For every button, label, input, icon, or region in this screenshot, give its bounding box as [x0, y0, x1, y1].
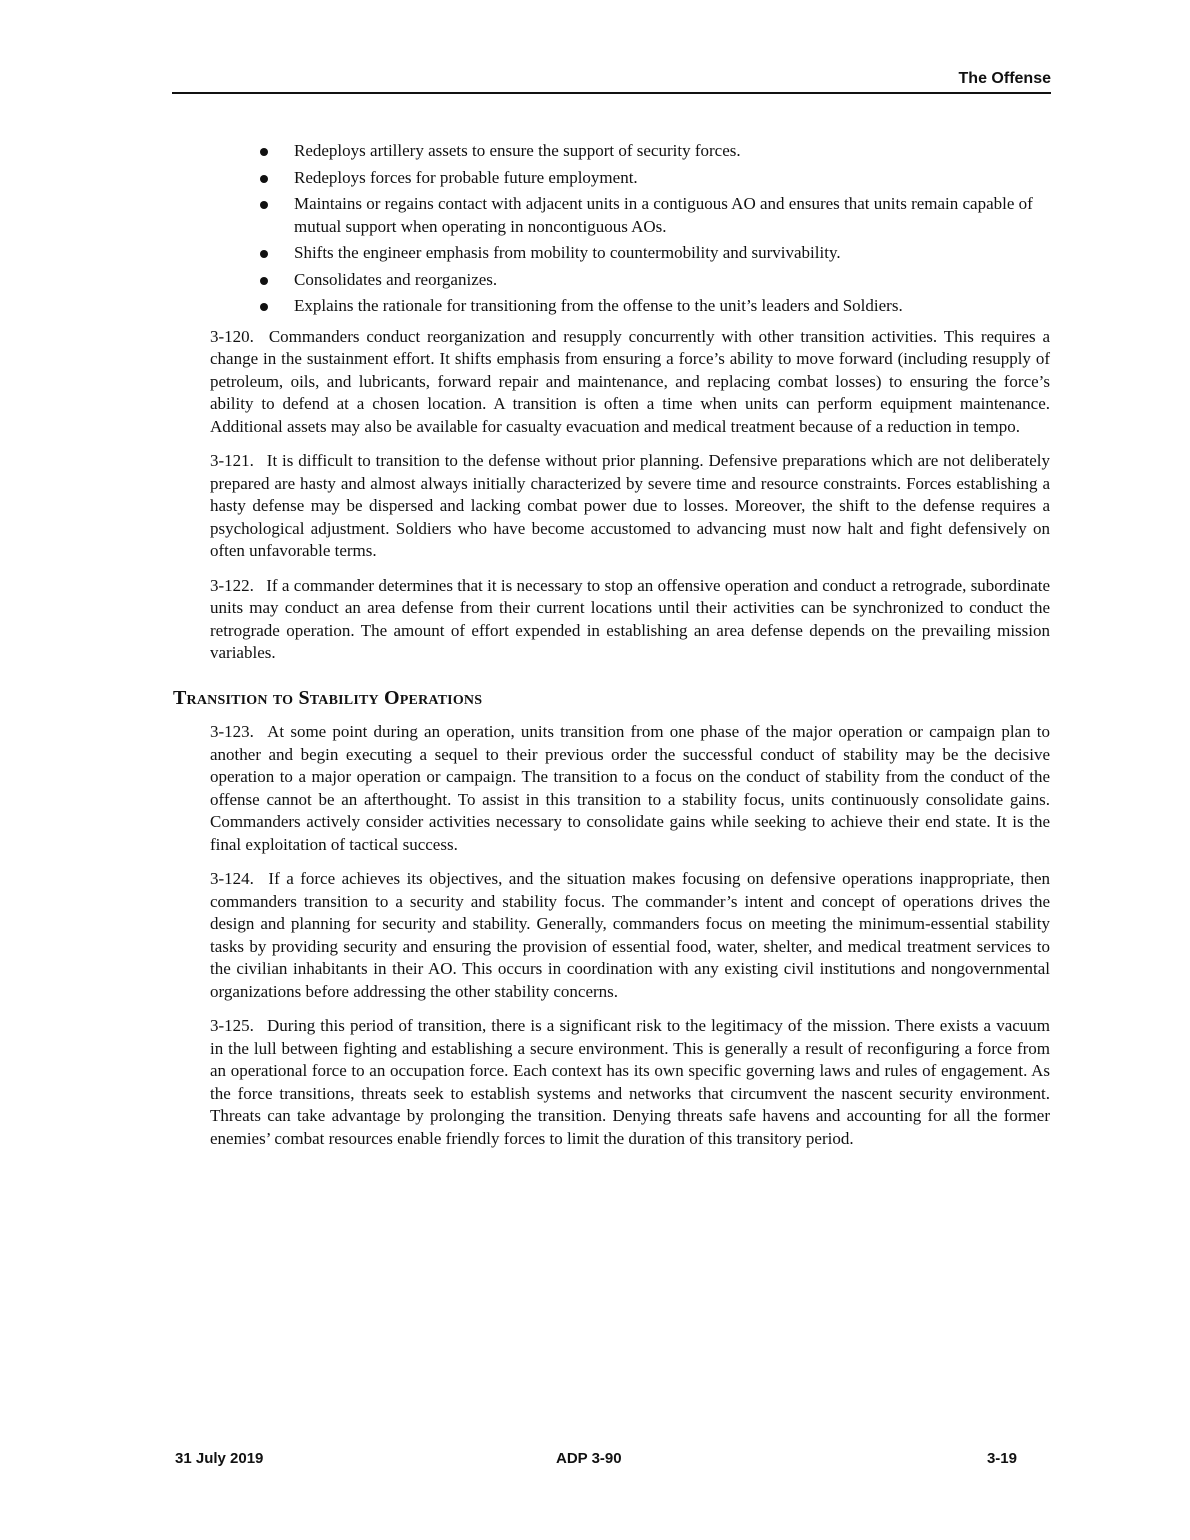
section-heading: Transition to Stability Operations	[173, 686, 483, 709]
list-item: Maintains or regains contact with adjacent units in a contiguous AO and ensures that units remain capable of mutual support when operating in noncontiguous AOs.	[210, 193, 1050, 238]
paragraph-number: 3-121.	[210, 451, 254, 470]
bullet-list	[210, 140, 1050, 318]
paragraph-number: 3-125.	[210, 1016, 254, 1035]
paragraph-text: During this period of transition, there is a significant risk to the legitimacy of the mission. There exists a vacuum in the lull between fighting and establishing a secure environment. This is generally a result of reconfiguring a force from an operational force to an occupation force. Each context has its own specific governing laws and rules of engagement. As the force transitions, threats seek to establish systems and networks that circumvent the nascent security environment. Threats can take advantage by prolonging the transition. Denying threats safe havens and accounting for all the former enemies’ combat resources enable friendly forces to limit the duration of this transitory period.	[210, 1016, 1051, 1148]
paragraph-number: 3-123.	[210, 722, 254, 741]
bullet-icon	[260, 250, 268, 258]
paragraph-3-123	[210, 721, 1050, 856]
footer-publication: ADP 3-90	[556, 1450, 622, 1467]
bullet-icon	[260, 148, 268, 156]
header-rule	[172, 92, 1051, 94]
list-item: Explains the rationale for transitioning from the offense to the unit’s leaders and Soldiers.	[210, 295, 1050, 318]
paragraph-3-121	[210, 450, 1050, 563]
bullet-icon	[260, 277, 268, 285]
paragraph-text: Commanders conduct reorganization and resupply concurrently with other transition activities. This requires a change in the sustainment effort. It shifts emphasis from ensuring a force’s ability to move forward (including resupply of petroleum, oils, and lubricants, forward repair and maintenance, and replacing combat losses) to ensuring the force’s ability to defend at a chosen location. A transition is often a time when units can perform equipment maintenance. Additional assets may also be available for casualty evacuation and medical treatment because of a reduction in tempo.	[210, 326, 1050, 436]
paragraph-text: At some point during an operation, units transition from one phase of the major operation or campaign plan to another and begin executing a sequel to their previous order the successful conduct of stability may be the decisive operation to a major operation or campaign. The transition to a focus on the conduct of stability from the conduct of the offense cannot be an afterthought. To assist in this transition to a stability focus, units continuously consolidate gains. Commanders actively consider activities necessary to consolidate gains while seeking to achieve their end state. It is the final exploitation of tactical success.	[210, 722, 1050, 854]
paragraph-number: 3-120.	[210, 326, 254, 346]
paragraph-3-120	[210, 326, 1050, 439]
bullet-icon	[260, 303, 268, 311]
paragraph-text: It is difficult to transition to the defense without prior planning. Defensive preparations which are not deliberately prepared are hasty and almost always initially characterized by severe time and resource constraints. Forces establishing a hasty defense may be dispersed and lacking combat power due to losses. Moreover, the shift to the defense requires a psychological adjustment. Soldiers who have become accustomed to advancing must now halt and fight defensively on often unfavorable terms.	[210, 451, 1051, 560]
paragraph-3-124	[210, 868, 1050, 1003]
list-item: Redeploys artillery assets to ensure the support of security forces.	[210, 140, 1050, 163]
list-item: Shifts the engineer emphasis from mobility to countermobility and survivability.	[210, 242, 1050, 265]
paragraph-3-125	[210, 1015, 1050, 1150]
running-header-title: The Offense	[958, 70, 1051, 87]
paragraph-number: 3-124.	[210, 869, 254, 888]
paragraph-3-122	[210, 575, 1050, 665]
paragraph-text: If a commander determines that it is necessary to stop an offensive operation and conduct a retrograde, subordinate units may conduct an area defense from their current locations until their activities can be synchronized to conduct the retrograde operation. The amount of effort expended in establishing an area defense depends on the prevailing mission variables.	[210, 575, 1051, 662]
footer-page-number: 3-19	[986, 1450, 1017, 1467]
page-body	[173, 140, 1051, 1162]
paragraph-number: 3-122.	[210, 575, 254, 595]
paragraph-text: If a force achieves its objectives, and the situation makes focusing on defensive operations inappropriate, then commanders transition to a security and stability focus. The commander’s intent and concept of operations drives the design and planning for security and stability. Generally, commanders focus on meeting the minimum-essential stability tasks by providing security and ensuring the provision of essential food, water, shelter, and medical treatment services to the civilian inhabitants in their AO. This occurs in coordination with any existing civil institutions and nongovernmental organizations before addressing the other stability concerns.	[210, 869, 1050, 1001]
footer-date: 31 July 2019	[175, 1450, 264, 1467]
list-item: Consolidates and reorganizes.	[210, 269, 1050, 292]
bullet-icon	[260, 201, 268, 209]
list-item: Redeploys forces for probable future employment.	[210, 167, 1050, 190]
bullet-icon	[260, 175, 268, 183]
